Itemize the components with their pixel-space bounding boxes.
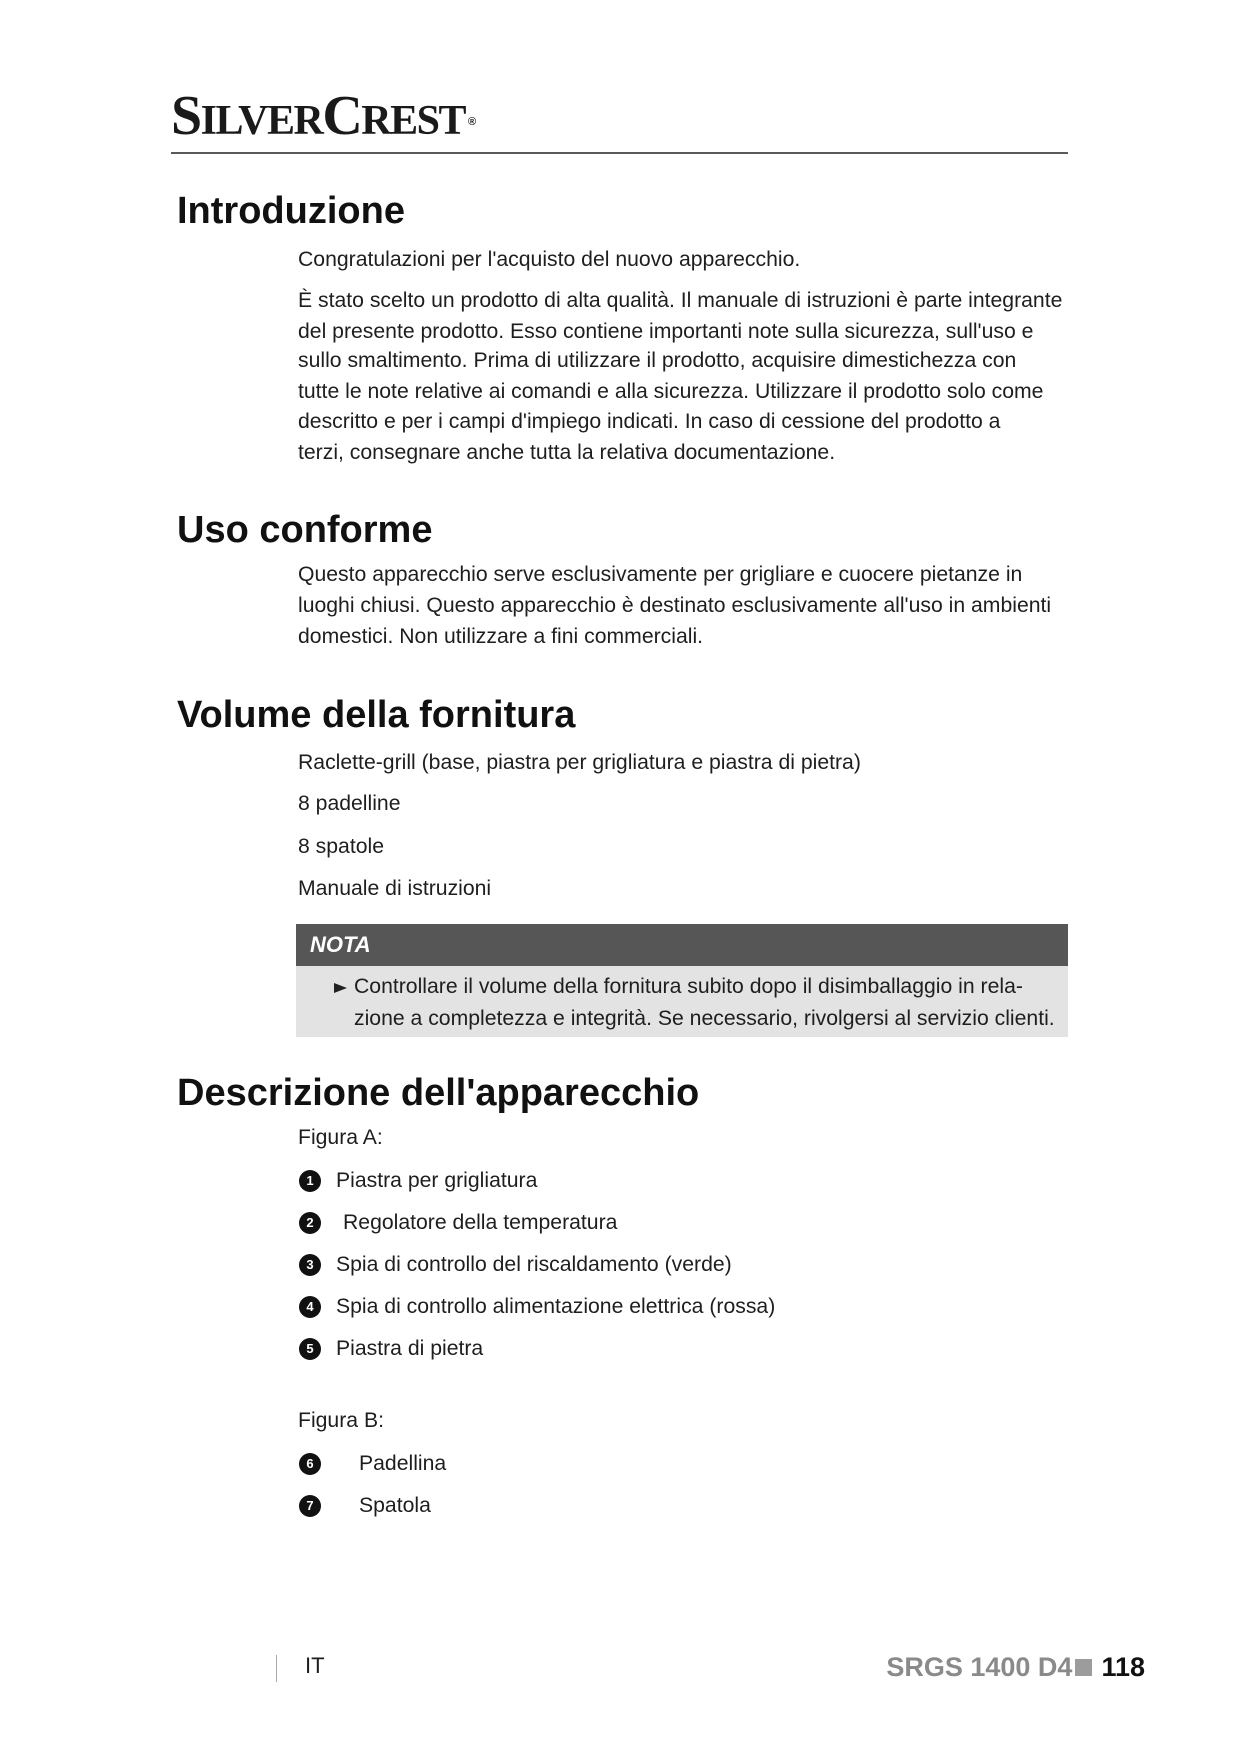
part-list-item [299, 1250, 732, 1280]
intro-paragraph-line: È stato scelto un prodotto di alta qualità. Il manuale di istruzioni è parte integrante [298, 289, 1063, 312]
part-list-item [299, 1166, 537, 1196]
part-name: Padellina [359, 1452, 447, 1475]
intro-paragraph-line: tutte le note relative ai comandi e alla sicurezza. Utilizzare il prodotto solo come [298, 380, 1044, 403]
supply-list-item: 8 spatole [298, 835, 384, 858]
intro-paragraph-line: terzi, consegnare anche tutta la relativa documentazione. [298, 441, 836, 464]
section-heading-descrizione: Descrizione dell'apparecchio [177, 1072, 700, 1114]
part-name: Spatola [359, 1494, 431, 1517]
logo-word-crest: CREST [322, 85, 466, 147]
part-name: Spia di controllo del riscaldamento (verde) [336, 1253, 732, 1276]
uso-paragraph-line: luoghi chiusi. Questo apparecchio è destinato esclusivamente all'uso in ambienti [298, 594, 1052, 617]
section-heading-uso-conforme: Uso conforme [177, 509, 433, 551]
note-text-line: zione a completezza e integrità. Se necessario, rivolgersi al servizio clienti. [354, 1007, 1055, 1030]
part-list-item [299, 1334, 483, 1364]
number-badge: 4 [299, 1296, 321, 1318]
number-badge: 3 [299, 1254, 321, 1276]
footer-page-info [886, 1650, 1145, 1684]
part-name: Piastra di pietra [336, 1337, 484, 1360]
arrow-right-icon [334, 983, 347, 993]
number-badge: 7 [299, 1495, 321, 1517]
footer-model: SRGS 1400 D4 [886, 1651, 1073, 1682]
section-heading-introduzione: Introduzione [177, 190, 405, 232]
number-badge: 5 [299, 1338, 321, 1360]
note-label: NOTA [310, 932, 371, 957]
figure-a-label: Figura A: [298, 1126, 383, 1149]
section-heading-volume-fornitura: Volume della fornitura [177, 694, 576, 736]
note-box-header [296, 924, 1068, 966]
uso-paragraph-line: Questo apparecchio serve esclusivamente per grigliare e cuocere pietanze in [298, 563, 1023, 586]
uso-paragraph-line: domestici. Non utilizzare a fini commerciali. [298, 625, 704, 648]
supply-list-item: Manuale di istruzioni [298, 877, 492, 900]
header-rule [171, 152, 1068, 154]
part-list-item [299, 1449, 446, 1479]
registered-mark: ® [468, 116, 477, 128]
number-badge: 2 [299, 1212, 321, 1234]
supply-list-item: Raclette-grill (base, piastra per grigliatura e piastra di pietra) [298, 751, 861, 774]
part-list-item [299, 1491, 431, 1521]
part-name: Spia di controllo alimentazione elettrica (rossa) [336, 1295, 776, 1318]
intro-paragraph-line: descritto e per i campi d'impiego indicati. In caso di cessione del prodotto a [298, 410, 1001, 433]
footer-language: IT [305, 1653, 325, 1678]
intro-paragraph-line: del presente prodotto. Esso contiene importanti note sulla sicurezza, sull'uso e [298, 320, 1034, 343]
number-badge: 6 [299, 1453, 321, 1475]
figure-b-label: Figura B: [298, 1409, 384, 1432]
part-name: Piastra per grigliatura [336, 1169, 538, 1192]
brand-logo [171, 85, 477, 147]
part-list-item [299, 1208, 617, 1238]
part-list-item [299, 1292, 775, 1322]
intro-paragraph-line: sullo smaltimento. Prima di utilizzare il prodotto, acquisire dimestichezza con [298, 349, 1017, 372]
supply-list-item: 8 padelline [298, 792, 401, 815]
logo-word-silver: SILVER [171, 85, 323, 147]
footer-square-icon [1075, 1659, 1092, 1676]
part-name: Regolatore della temperatura [343, 1211, 618, 1234]
note-text-line: Controllare il volume della fornitura subito dopo il disimballaggio in rela- [354, 975, 1023, 998]
intro-lead-text: Congratulazioni per l'acquisto del nuovo apparecchio. [298, 248, 801, 271]
footer-page-number: 118 [1101, 1651, 1145, 1682]
number-badge: 1 [299, 1170, 321, 1192]
footer-separator-bar [276, 1655, 277, 1682]
